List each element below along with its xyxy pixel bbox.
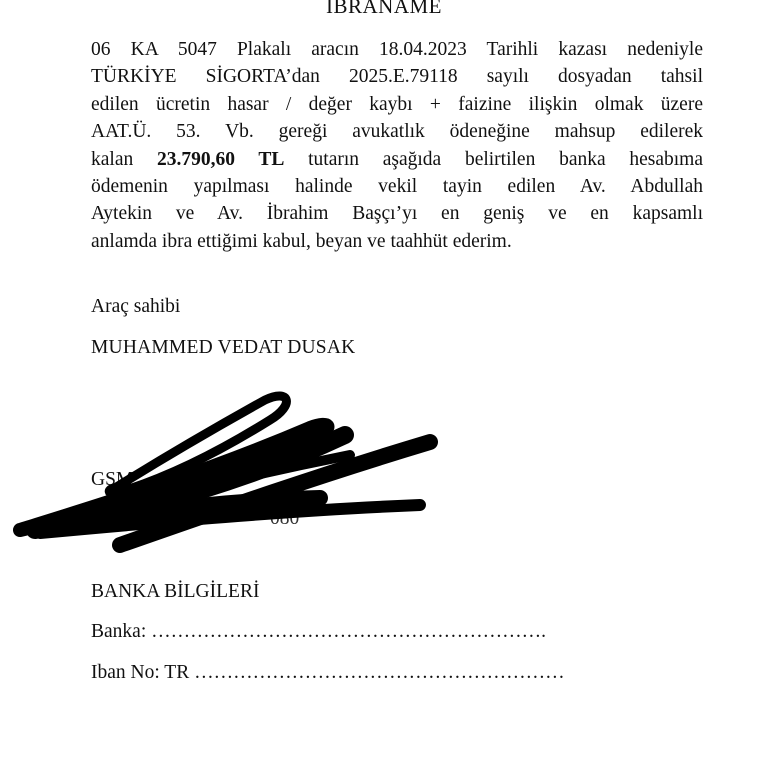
amount-value: 23.790,60 TL bbox=[156, 148, 285, 170]
amount-prefix: kalan bbox=[91, 148, 157, 170]
release-paragraph bbox=[91, 36, 703, 255]
paragraph-line: Aytekin ve Av. İbrahim Başçı’yı en geniş ve en kapsamlı bbox=[91, 203, 703, 225]
paragraph-line: edilen ücretin hasar / değer kaybı + faizine ilişkin olmak üzere bbox=[91, 93, 703, 115]
redacted-line-tail: 080 bbox=[270, 508, 300, 529]
bank-name-row bbox=[91, 621, 546, 643]
iban-row bbox=[91, 662, 565, 684]
paragraph-line: TÜRKİYE SİGORTA’dan 2025.E.79118 sayılı dosyadan tahsil bbox=[91, 66, 703, 88]
iban-value-blank: ………………………………………………… bbox=[194, 662, 565, 683]
signature-name: MUHAMMED VEDAT DUSAK bbox=[91, 337, 356, 358]
paragraph-line: AAT.Ü. 53. Vb. gereği avukatlık ödeneğine mahsup edilerek bbox=[91, 121, 703, 143]
bank-label: Banka: bbox=[91, 621, 147, 642]
bank-value-blank: ……………………………………………………. bbox=[151, 621, 546, 642]
paragraph-line: ödemenin yapılması halinde vekil tayin edilen Av. Abdullah bbox=[91, 176, 703, 198]
paragraph-line-amount bbox=[91, 146, 703, 173]
iban-label: Iban No: TR bbox=[91, 662, 190, 683]
amount-suffix: tutarın aşağıda belirtilen banka hesabıma bbox=[284, 148, 704, 170]
gsm-label: GSM bbox=[91, 469, 134, 490]
paragraph-line: 06 KA 5047 Plakalı aracın 18.04.2023 Tarihli kazası nedeniyle bbox=[91, 39, 703, 60]
paragraph-line: anlamda ibra ettiğimi kabul, beyan ve taahhüt ederim. bbox=[91, 230, 512, 252]
document-title: IBRANAME bbox=[325, 0, 442, 18]
signature-label: Araç sahibi bbox=[91, 296, 181, 317]
bank-info-title: BANKA BİLGİLERİ bbox=[91, 581, 260, 602]
redaction-scribble bbox=[0, 380, 460, 560]
